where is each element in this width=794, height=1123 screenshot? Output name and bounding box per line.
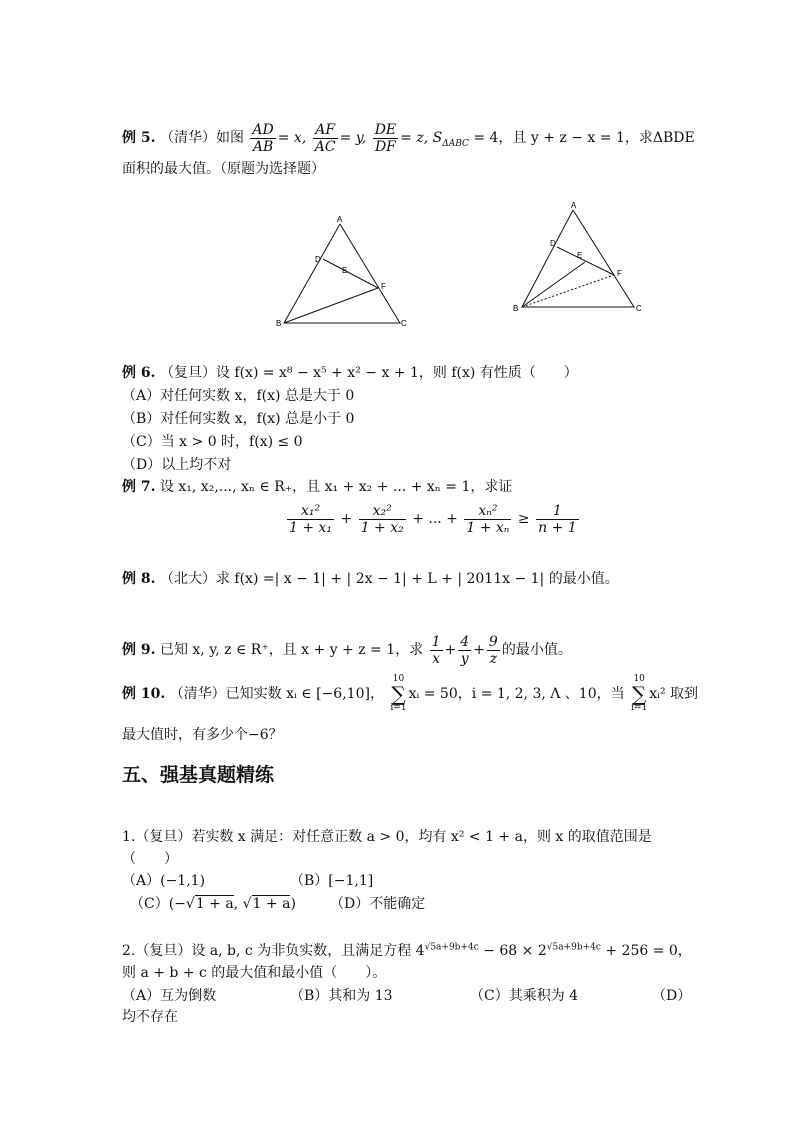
ex9-stem: 例 9. 已知 x, y, z ∈ R⁺，且 x + y + z = 1，求 $\frac{1}{x}$ + $\frac{4}{y}$ + $\frac{9}{z}$ 的最小值。 bbox=[122, 633, 572, 667]
ex6-option-b: （B）对任何实数 x，f(x) 总是小于 0 bbox=[122, 411, 355, 427]
fig1-label-a: A bbox=[337, 215, 343, 224]
ex10-stem: 例 10. （清华）已知实数 xᵢ ∈ [−6,10]， 10 ∑ i=1xᵢ = 50，i = 1, 2, 3, Λ 、10，当 10 ∑ i=1xᵢ² 取到 bbox=[122, 674, 699, 713]
q1-option-c: （C）(−√1 + a, √1 + a) bbox=[130, 896, 296, 912]
fig1-label-d: D bbox=[315, 255, 321, 264]
fig2-label-b: B bbox=[513, 304, 519, 313]
summation-sign: 10 ∑ i=1 bbox=[390, 674, 407, 713]
fig1-label-e: E bbox=[342, 266, 348, 275]
q1-stem: 1.（复旦）若实数 x 满足：对任意正数 a > 0，均有 x² < 1 + a，则 x 的取值范围是 bbox=[122, 829, 652, 845]
fig2-label-e: E bbox=[577, 251, 583, 260]
ex5-source: （清华） bbox=[159, 130, 216, 146]
ex6-stem: 例 6. （复旦）设 f(x) = x⁸ − x⁵ + x² − x + 1，则 f(x) 有性质（ ） bbox=[122, 365, 578, 381]
section-title: 五、强基真题精练 bbox=[122, 764, 275, 786]
q1-option-a: （A）(−1,1) bbox=[122, 873, 206, 889]
q1-option-d: （D）不能确定 bbox=[330, 896, 426, 912]
fig1-label-b: B bbox=[276, 319, 282, 328]
ex5-lead: 如图 bbox=[215, 130, 244, 146]
ex5-frac-de-df: $\frac{DE}{DF}$ bbox=[374, 121, 397, 155]
ex7-inequality: $\frac{\text{x₁²}}{\text{1 + x₁}}$ + $\frac{\text{x₂²}}{\text{1 + x₂}}$ + ... + $\frac{\text{xₙ²}}{\text{1 + xₙ}}$ ≥ $\frac{1}{n + 1}$ bbox=[289, 502, 577, 536]
fig2-label-c: C bbox=[636, 304, 642, 313]
ex5-label: 例 5. bbox=[122, 130, 156, 146]
ex5-frac-af-ac: $\frac{AF}{AC}$ bbox=[314, 121, 336, 155]
ex5-line2: 面积的最大值。（原题为选择题） bbox=[122, 161, 325, 177]
ex10-line2: 最大值时，有多少个−6？ bbox=[122, 727, 283, 743]
summation-sign: 10 ∑ i=1 bbox=[631, 674, 648, 713]
triangle-figure-right bbox=[510, 200, 650, 316]
fig1-label-f: F bbox=[381, 282, 386, 291]
q1-option-b: （B）[−1,1] bbox=[290, 873, 374, 889]
ex6-option-a: （A）对任何实数 x，f(x) 总是大于 0 bbox=[122, 388, 355, 404]
q2-line4: 均不存在 bbox=[122, 1009, 178, 1025]
q2-option-c: （C）其乘积为 4 bbox=[470, 988, 579, 1004]
fig1-label-c: C bbox=[401, 319, 407, 328]
ex5-frac-ad-ab: $\frac{AD}{AB}$ bbox=[252, 121, 274, 155]
q2-line2: 则 a + b + c 的最大值和最小值（ ）。 bbox=[122, 965, 387, 981]
q2-option-b: （B）其和为 13 bbox=[290, 988, 393, 1004]
ex7-stem: 例 7. 设 x₁, x₂,..., xₙ ∈ R₊，且 x₁ + x₂ + ... + xₙ = 1，求证 bbox=[122, 479, 513, 495]
ex5-line1: 例 5. （清华）如图 $\frac{AD}{AB}$ = x, $\frac{AF}{AC}$ = y, $\frac{DE}{DF}$ = z, $S_{\Delta ABC} = 4$，且 y + z − x = 1，求ΔBDE bbox=[122, 121, 695, 155]
ex5-condition: = 4，且 y + z − x = 1，求ΔBDE bbox=[473, 130, 695, 146]
q2-option-a: （A）互为倒数 bbox=[122, 988, 217, 1004]
ex6-option-d: （D）以上均不对 bbox=[122, 457, 232, 473]
fig2-label-d: D bbox=[550, 239, 556, 248]
q2-stem: 2.（复旦）设 a, b, c 为非负实数，且满足方程 $4^{√5a+9b+4c} - 68 \times 2^{√5a+9b+4c} + 256 = 0$， bbox=[122, 942, 692, 959]
ex8-stem: 例 8. （北大）求 f(x) =| x − 1| + | 2x − 1| + L + | 2011x − 1| 的最小值。 bbox=[122, 571, 619, 587]
q2-option-d: （D） bbox=[652, 988, 692, 1004]
ex6-option-c: （C）当 x > 0 时，f(x) ≤ 0 bbox=[122, 434, 303, 450]
fig2-label-f: F bbox=[617, 269, 622, 278]
fig2-label-a: A bbox=[571, 201, 577, 210]
triangle-figure-left bbox=[276, 212, 410, 332]
q1-blank: （ ） bbox=[122, 851, 178, 867]
